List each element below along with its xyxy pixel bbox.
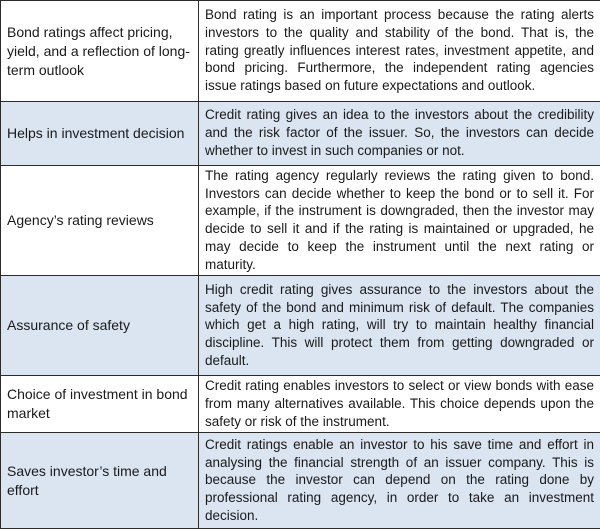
row-label: Bond ratings affect pricing, yield, and a reflection of long-term outlook [1,1,199,102]
row-description: Credit rating gives an idea to the investors about the credibility and the risk factor of the issuer. So, the investors can decide whether to invest in such companies or not. [199,102,600,166]
row-label: Assurance of safety [1,276,199,376]
row-label: Agency’s rating reviews [1,166,199,276]
row-description: The rating agency regularly reviews the rating given to bond. Investors can decide whether to keep the bond or to sell it. For example, if the instrument is downgraded, then the investor may decide to sell it and if the rating is maintained or upgraded, he may decide to keep the instrument until the next rating or maturity. [199,166,600,276]
row-label: Saves investor’s time and effort [1,433,199,529]
table-row [1,376,600,433]
row-description: Credit ratings enable an investor to his save time and effort in analysing the financial strength of an issuer company. This is because the investor can depend on the rating done by professional rating agency, in order to take an investment decision. [199,433,600,529]
table-row [1,276,600,376]
table-row [1,433,600,529]
row-description: Bond rating is an important process because the rating alerts investors to the quality and stability of the bond. That is, the rating greatly influences interest rates, investment appetite, and bond pricing. Furthermore, the independent rating agencies issue ratings based on future expectations and outlook. [199,1,600,102]
table-row [1,102,600,166]
table-row [1,1,600,102]
table-row [1,166,600,276]
row-description: High credit rating gives assurance to the investors about the safety of the bond and minimum risk of default. The companies which get a high rating, will try to maintain healthy financial discipline. This will protect them from getting downgraded or default. [199,276,600,376]
row-label: Helps in investment decision [1,102,199,166]
row-label: Choice of investment in bond market [1,376,199,433]
row-description: Credit rating enables investors to select or view bonds with ease from many alternatives available. This choice depends upon the safety or risk of the instrument. [199,376,600,433]
